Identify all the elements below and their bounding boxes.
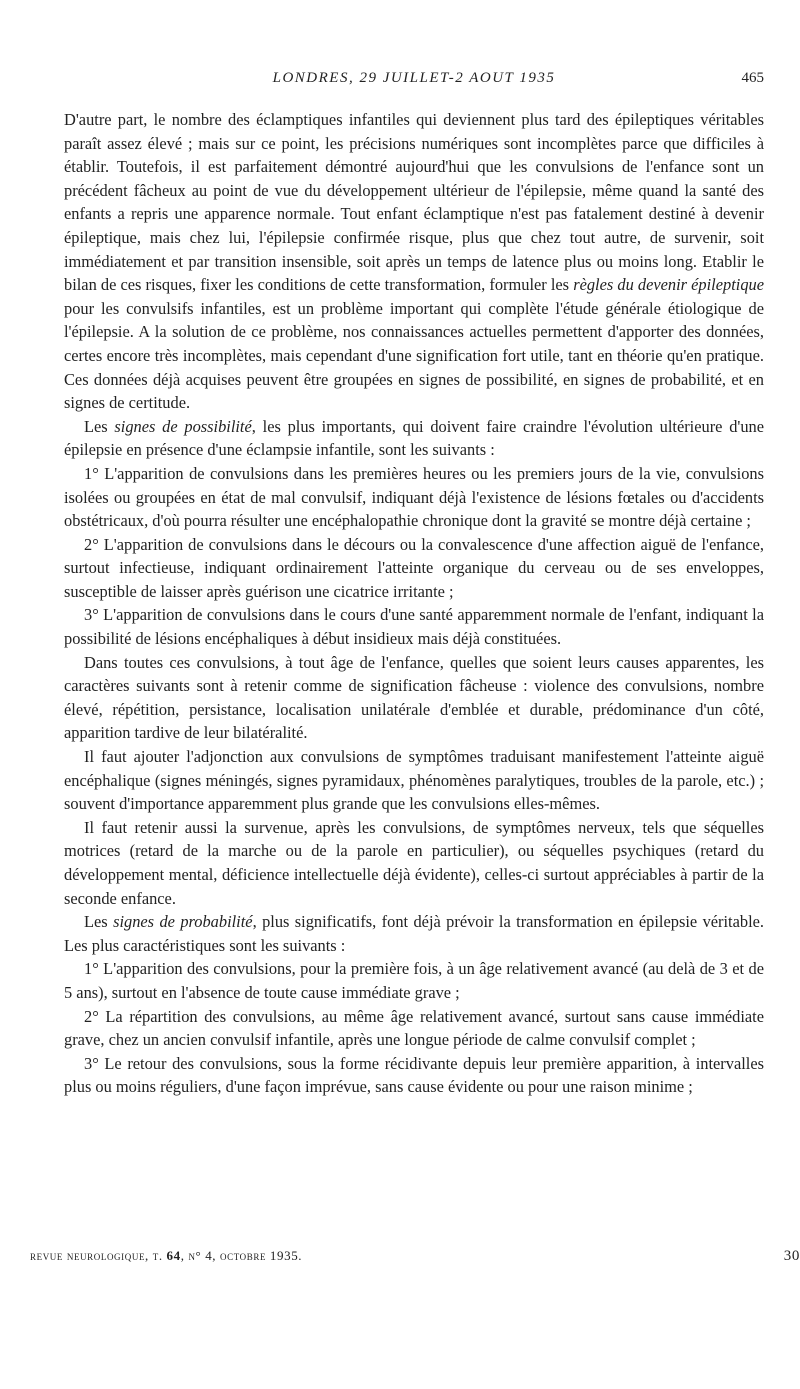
paragraph (64, 462, 764, 533)
text-run: 1° L'apparition des convulsions, pour la première fois, à un âge relativement avancé (au delà de 3 et de 5 ans), surtout en l'absence de toute cause immédiate grave ; (64, 959, 764, 1002)
text-run: pour les convulsifs infantiles, est un problème important qui complète l'étude générale étiologique de l'épilepsie. A la solution de ce problème, nos connaissances actuelles permettent d'apporter des données, certes encore très incomplètes, mais cependant d'une signification fort utile, tant en théorie qu'en pratique. Ces données déjà acquises peuvent être groupées en signes de possibilité, en signes de probabilité, et en signes de certitude. (64, 298, 764, 413)
text-run: 2° L'apparition de convulsions dans le décours ou la convalescence d'une affection aiguë de l'enfance, surtout infectieuse, indiquant ordinairement l'atteinte organique du cerveau ou de ses enveloppes, susceptible de laisser après guérison une cicatrice irritante ; (64, 534, 764, 601)
text-run: , plus significatifs, font déjà prévoir la transformation en épilepsie véritable. Les plus caractéristiques sont les suivants : (64, 912, 765, 955)
paragraph (64, 415, 764, 462)
paragraph (64, 603, 764, 650)
running-head: LONDRES, 29 JUILLET-2 AOUT 1935 (272, 70, 556, 86)
italic-term: signes de possibilité (114, 416, 252, 436)
paragraph (64, 957, 764, 1004)
text-run: Il faut ajouter l'adjonction aux convulsions de symptômes traduisant manifestement l'atteinte aiguë encéphalique (signes méningés, signes pyramidaux, phénomènes paralytiques, troubles de la parole, etc.) ; souvent d'importance apparemment plus grande que les convulsions elles-mêmes. (64, 747, 764, 814)
journal-name: revue neurologique, t. (30, 1248, 163, 1263)
paragraph (64, 745, 764, 816)
journal-reference (30, 1248, 302, 1263)
text-run: 1° L'apparition de convulsions dans les premières heures ou les premiers jours de la vie, convulsions isolées ou groupées en état de mal convulsif, indiquant déjà l'existence de lésions fœtales ou d'accidents obstétricaux, d'où pourra résulter une encéphalopathie chronique dont la gravité se montre déjà certaine ; (64, 463, 764, 531)
text-run: Les (84, 912, 114, 932)
text-run: Il faut retenir aussi la survenue, après les convulsions, de symptômes nerveux, tels que séquelles motrices (retard de la marche ou de la parole en particulier), ou séquelles psychiques (retard du développement mental, déficience intellectuelle déjà évidente), celles-ci surtout appréciables à partir de la seconde enfance. (64, 817, 764, 908)
italic-term: règles du devenir épileptique (573, 275, 764, 295)
page-number: 465 (741, 70, 764, 86)
sheet-number: 30 (783, 1248, 800, 1264)
text-run: 3° L'apparition de convulsions dans le cours d'une santé apparemment normale de l'enfant, indiquant la possibilité de lésions encéphaliques à début insidieux mais déjà constituées. (64, 605, 764, 649)
italic-term: signes de probabilité (113, 912, 253, 932)
issue-info: , n° 4, octobre 1935. (180, 1248, 303, 1263)
text-run: D'autre part, le nombre des éclamptiques infantiles qui deviennent plus tard des épileptiques véritables paraît assez élevé ; mais sur ce point, les précisions numériques sont incomplètes parce que difficiles à établir. Toutefois, il est parfaitement démontré aujourd'hui que les convulsions de l'enfance sont un précédent fâcheux au point de vue du développement ultérieur de l'épilepsie, même quand la santé des enfants a repris une apparence normale. Tout enfant éclamptique n'est pas fatalement destiné à devenir épileptique, mais chez lui, l'épilepsie confirmée risque, plus que chez tout autre, de survenir, soit immédiatement et par transition insensible, soit après un temps de latence plus ou moins long. Etablir le bilan de ces risques, fixer les conditions de cette transformation, formuler les (64, 110, 764, 295)
paragraph (64, 816, 764, 910)
paragraph (64, 1052, 764, 1099)
page-footer (30, 1248, 800, 1264)
paragraph (64, 1005, 764, 1052)
text-run: , les plus importants, qui doivent faire craindre l'évolution ultérieure d'une épilepsie en présence d'une éclampsie infantile, sont les suivants : (64, 416, 765, 460)
paragraph (64, 651, 764, 745)
paragraph (64, 108, 764, 415)
text-run: 3° Le retour des convulsions, sous la forme récidivante depuis leur première apparition, à intervalles plus ou moins réguliers, d'une façon imprévue, sans cause évidente ou pour une raison minime ; (64, 1053, 764, 1097)
page-header (64, 70, 764, 96)
text-run: Dans toutes ces convulsions, à tout âge de l'enfance, quelles que soient leurs causes apparentes, les caractères suivants sont à retenir comme de signification fâcheuse : violence des convulsions, nombre élevé, répétition, persistance, localisation unilatérale d'emblée et durable, prédominance d'un côté, apparition tardive de leur bilatéralité. (64, 652, 764, 743)
paragraph (64, 533, 764, 604)
volume-number: 64 (166, 1248, 181, 1263)
body-text (64, 108, 764, 1099)
text-run: Les (84, 416, 115, 436)
paragraph (64, 910, 764, 957)
page (64, 70, 764, 1099)
text-run: 2° La répartition des convulsions, au même âge relativement avancé, surtout sans cause immédiate grave, chez un ancien convulsif infantile, après une longue période de calme convulsif complet ; (64, 1006, 764, 1050)
